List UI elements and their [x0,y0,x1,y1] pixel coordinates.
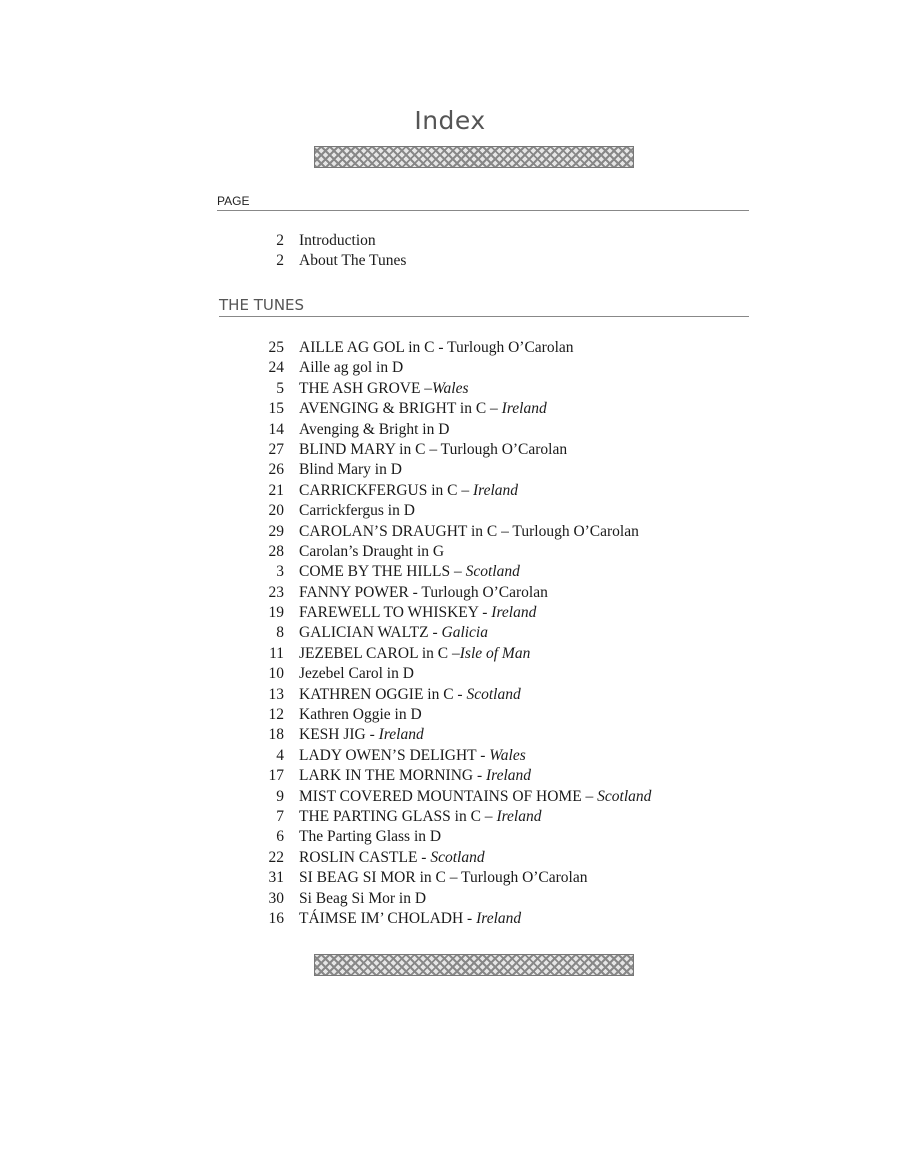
index-entry [248,623,651,643]
index-entry [248,399,651,419]
tunes-section-heading: THE TUNES [219,296,749,317]
index-entry [248,807,651,827]
index-entry [248,379,651,399]
entry-origin: Ireland [486,767,532,785]
entry-origin: Ireland [491,604,537,622]
entry-title: Kathren Oggie in D [299,706,422,724]
page-number: 7 [276,807,284,825]
index-entry [248,664,651,684]
page-number: 6 [276,828,284,846]
index-entry [248,440,651,460]
page-number: 9 [276,787,284,805]
page-number: 29 [268,522,284,540]
entry-origin: Wales [432,379,469,397]
page-number: 11 [269,644,284,662]
entry-origin: Scotland [430,848,485,866]
page-number: 21 [268,481,284,499]
entry-title: AVENGING & BRIGHT in C – [299,400,502,418]
index-entry [248,889,651,909]
index-entry [248,827,651,847]
page-number: 30 [268,889,284,907]
index-entry [248,868,651,888]
page-number: 26 [268,461,284,479]
entry-origin: Wales [489,746,526,764]
entry-title: Si Beag Si Mor in D [299,889,427,907]
intro-list [248,231,406,272]
index-entry [248,787,651,807]
entry-title: Introduction [299,232,376,249]
page-number: 5 [276,379,284,397]
entry-title: TÁIMSE IM’ CHOLADH - [299,909,477,927]
entry-title: The Parting Glass in D [299,828,442,846]
page-column-label: PAGE [217,194,749,211]
index-entry [248,501,651,521]
index-entry [248,542,651,562]
page-number: 15 [268,400,284,418]
page-number: 10 [268,665,284,683]
entry-origin: Ireland [496,807,542,825]
tunes-list [248,338,651,929]
index-entry [248,848,651,868]
index-entry [248,725,651,745]
page-number: 3 [276,563,284,581]
index-entry [248,705,651,725]
entry-title: LADY OWEN’S DELIGHT - [299,746,490,764]
entry-origin: Ireland [501,400,547,418]
page-number: 17 [268,767,284,785]
entry-title: LARK IN THE MORNING - [299,767,486,785]
entry-origin: Scotland [597,787,652,805]
entry-title: CAROLAN’S DRAUGHT in C – Turlough O’Carolan [299,522,639,540]
entry-title: THE ASH GROVE – [299,379,433,397]
celtic-knot-divider-top [314,146,634,168]
entry-title: Carolan’s Draught in G [299,542,445,560]
entry-title: MIST COVERED MOUNTAINS OF HOME – [299,787,598,805]
page-number: 28 [268,542,284,560]
index-entry [248,909,651,929]
page-number: 20 [268,502,284,520]
index-entry [248,583,651,603]
entry-title: ROSLIN CASTLE - [299,848,431,866]
page-number: 8 [276,624,284,642]
page-number: 25 [268,339,284,356]
page-number: 12 [268,706,284,724]
index-entry [248,685,651,705]
index-entry [248,746,651,766]
entry-title: SI BEAG SI MOR in C – Turlough O’Carolan [299,869,588,887]
entry-title: FANNY POWER - Turlough O’Carolan [299,583,548,601]
entry-title: BLIND MARY in C – Turlough O’Carolan [299,440,568,458]
entry-title: Avenging & Bright in D [299,420,450,438]
page-number: 13 [268,685,284,703]
entry-title: AILLE AG GOL in C - Turlough O’Carolan [299,339,574,356]
page-number: 24 [268,359,284,377]
page-number: 18 [268,726,284,744]
entry-origin: Scotland [466,685,521,703]
entry-title: Carrickfergus in D [299,502,415,520]
entry-title: GALICIAN WALTZ - [299,624,442,642]
page-number: 16 [268,909,284,927]
entry-origin: Scotland [465,563,520,581]
index-entry [248,338,651,358]
entry-title: Blind Mary in D [299,461,402,479]
celtic-knot-divider-bottom [314,954,634,976]
page-title: Index [414,106,486,135]
entry-title: FAREWELL TO WHISKEY - [299,604,492,622]
index-entry [248,231,406,251]
index-entry [248,766,651,786]
page-number: 4 [276,746,284,764]
entry-origin: Ireland [378,726,424,744]
index-entry [248,562,651,582]
entry-title: KESH JIG - [299,726,379,744]
page-number: 23 [268,583,284,601]
index-entry [248,420,651,440]
page-number: 14 [268,420,284,438]
entry-title: Aille ag gol in D [299,359,404,377]
entry-title: Jezebel Carol in D [299,665,414,683]
page-number: 2 [276,232,284,249]
entry-title: THE PARTING GLASS in C – [299,807,497,825]
index-entry [248,522,651,542]
page-number: 2 [276,252,284,270]
index-entry [248,251,406,271]
page-number: 31 [268,869,284,887]
page-number: 27 [268,440,284,458]
page-number: 19 [268,604,284,622]
entry-origin: Galicia [441,624,488,642]
index-entry [248,460,651,480]
index-entry [248,481,651,501]
index-entry [248,358,651,378]
index-entry [248,603,651,623]
index-entry [248,644,651,664]
page-number: 22 [268,848,284,866]
entry-title: JEZEBEL CAROL in C – [299,644,460,662]
entry-title: CARRICKFERGUS in C – [299,481,473,499]
entry-origin: Ireland [472,481,519,499]
entry-origin: Isle of Man [459,644,531,662]
entry-title: KATHREN OGGIE in C - [299,685,467,703]
entry-title: COME BY THE HILLS – [299,563,466,581]
entry-title: About The Tunes [299,252,407,270]
entry-origin: Ireland [476,909,522,927]
